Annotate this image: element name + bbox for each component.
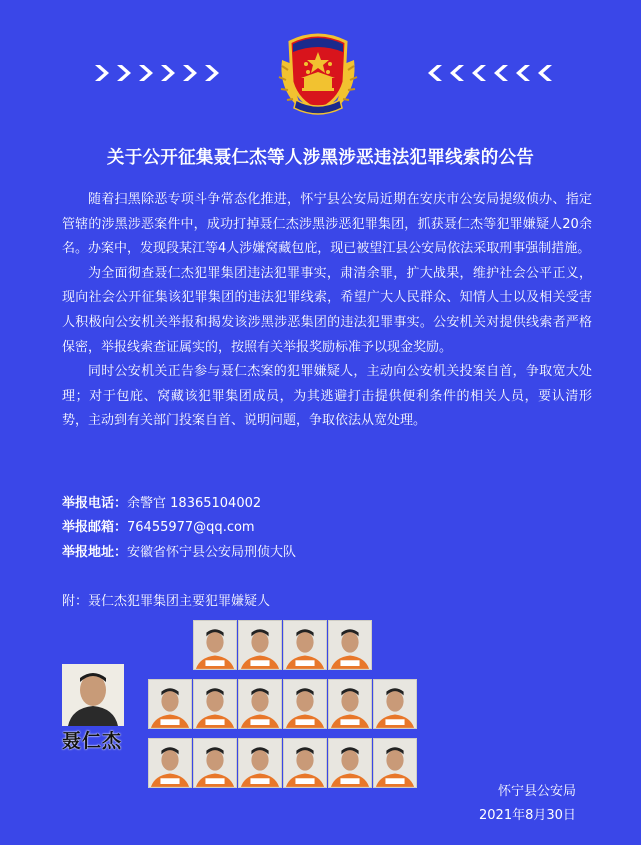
report-email-label: 举报邮箱： <box>62 520 128 535</box>
suspect-mugshot <box>238 679 282 729</box>
attachment-label: 附：聂仁杰犯罪集团主要犯罪嫌疑人 <box>62 594 271 609</box>
suspect-mugshot <box>283 738 327 788</box>
lead-suspect-photo <box>62 664 124 726</box>
chevron-right-icon <box>92 62 112 84</box>
issuer: 怀宁县公安局 <box>498 784 577 799</box>
chevron-right-icon <box>158 62 178 84</box>
page-title: 关于公开征集聂仁杰等人涉黑涉恶违法犯罪线索的公告 <box>106 148 535 168</box>
report-address-value: 安徽省怀宁县公安局刑侦大队 <box>127 545 297 560</box>
police-emblem-icon <box>268 20 368 124</box>
report-phone <box>62 492 582 516</box>
suspect-mugshot <box>328 679 372 729</box>
report-phone-label: 举报电话： <box>62 496 128 511</box>
chevron-right-icon <box>202 62 222 84</box>
body-paragraph: 随着扫黑除恶专项斗争常态化推进，怀宁县公安局近期在安庆市公安局提级侦办、指定管辖的涉黑涉恶案件中，成功打掉聂仁杰涉黑涉恶犯罪集团，抓获聂仁杰等犯罪嫌疑人20余名。办案中，发现段某江等4人涉嫌窝藏包庇，现已被望江县公安局依法采取刑事强制措施。 <box>62 192 592 257</box>
report-email <box>62 516 582 540</box>
issue-date: 2021年8月30日 <box>479 808 576 823</box>
suspect-mugshot <box>193 679 237 729</box>
chevron-left-icon <box>425 62 445 84</box>
left-chevron-decoration <box>92 62 222 84</box>
suspect-mugshot <box>283 679 327 729</box>
suspect-mugshot <box>238 738 282 788</box>
chevron-right-icon <box>136 62 156 84</box>
lead-suspect-name: 聂仁杰 <box>62 730 123 752</box>
chevron-left-icon <box>491 62 511 84</box>
suspect-mugshot <box>283 620 327 670</box>
body-paragraph: 为全面彻查聂仁杰犯罪集团违法犯罪事实，肃清余罪，扩大战果，维护社会公平正义，现向社会公开征集该犯罪集团的违法犯罪线索，希望广大人民群众、知情人士以及相关受害人积极向公安机关举报和揭发该涉黑涉恶集团的违法犯罪事实。公安机关对提供线索者严格保密，举报线索查证属实的，按照有关举报奖励标准予以现金奖励。 <box>62 265 592 355</box>
chevron-left-icon <box>469 62 489 84</box>
suspect-mugshot <box>238 620 282 670</box>
suspect-mugshot <box>193 738 237 788</box>
report-phone-value: 余警官 18365104002 <box>127 496 262 511</box>
chevron-left-icon <box>447 62 467 84</box>
chevron-left-icon <box>513 62 533 84</box>
suspect-mugshot <box>373 738 417 788</box>
suspect-mugshot <box>148 679 192 729</box>
report-email-value[interactable]: 76455977@qq.com <box>127 520 255 535</box>
chevron-right-icon <box>114 62 134 84</box>
right-chevron-decoration <box>425 62 555 84</box>
suspect-mugshot <box>328 620 372 670</box>
body-paragraph: 同时公安机关正告参与聂仁杰案的犯罪嫌疑人，主动向公安机关投案自首，争取宽大处理；对于包庇、窝藏该犯罪集团成员，为其逃避打击提供便利条件的相关人员，要认清形势，主动到有关部门投案自首、说明问题，争取依法从宽处理。 <box>62 364 592 429</box>
announcement-body <box>62 188 592 434</box>
suspect-mugshot <box>193 620 237 670</box>
suspect-mugshot <box>148 738 192 788</box>
suspect-mugshot <box>328 738 372 788</box>
report-address-label: 举报地址： <box>62 545 128 560</box>
report-address <box>62 541 582 565</box>
chevron-left-icon <box>535 62 555 84</box>
suspect-mugshot <box>373 679 417 729</box>
chevron-right-icon <box>180 62 200 84</box>
